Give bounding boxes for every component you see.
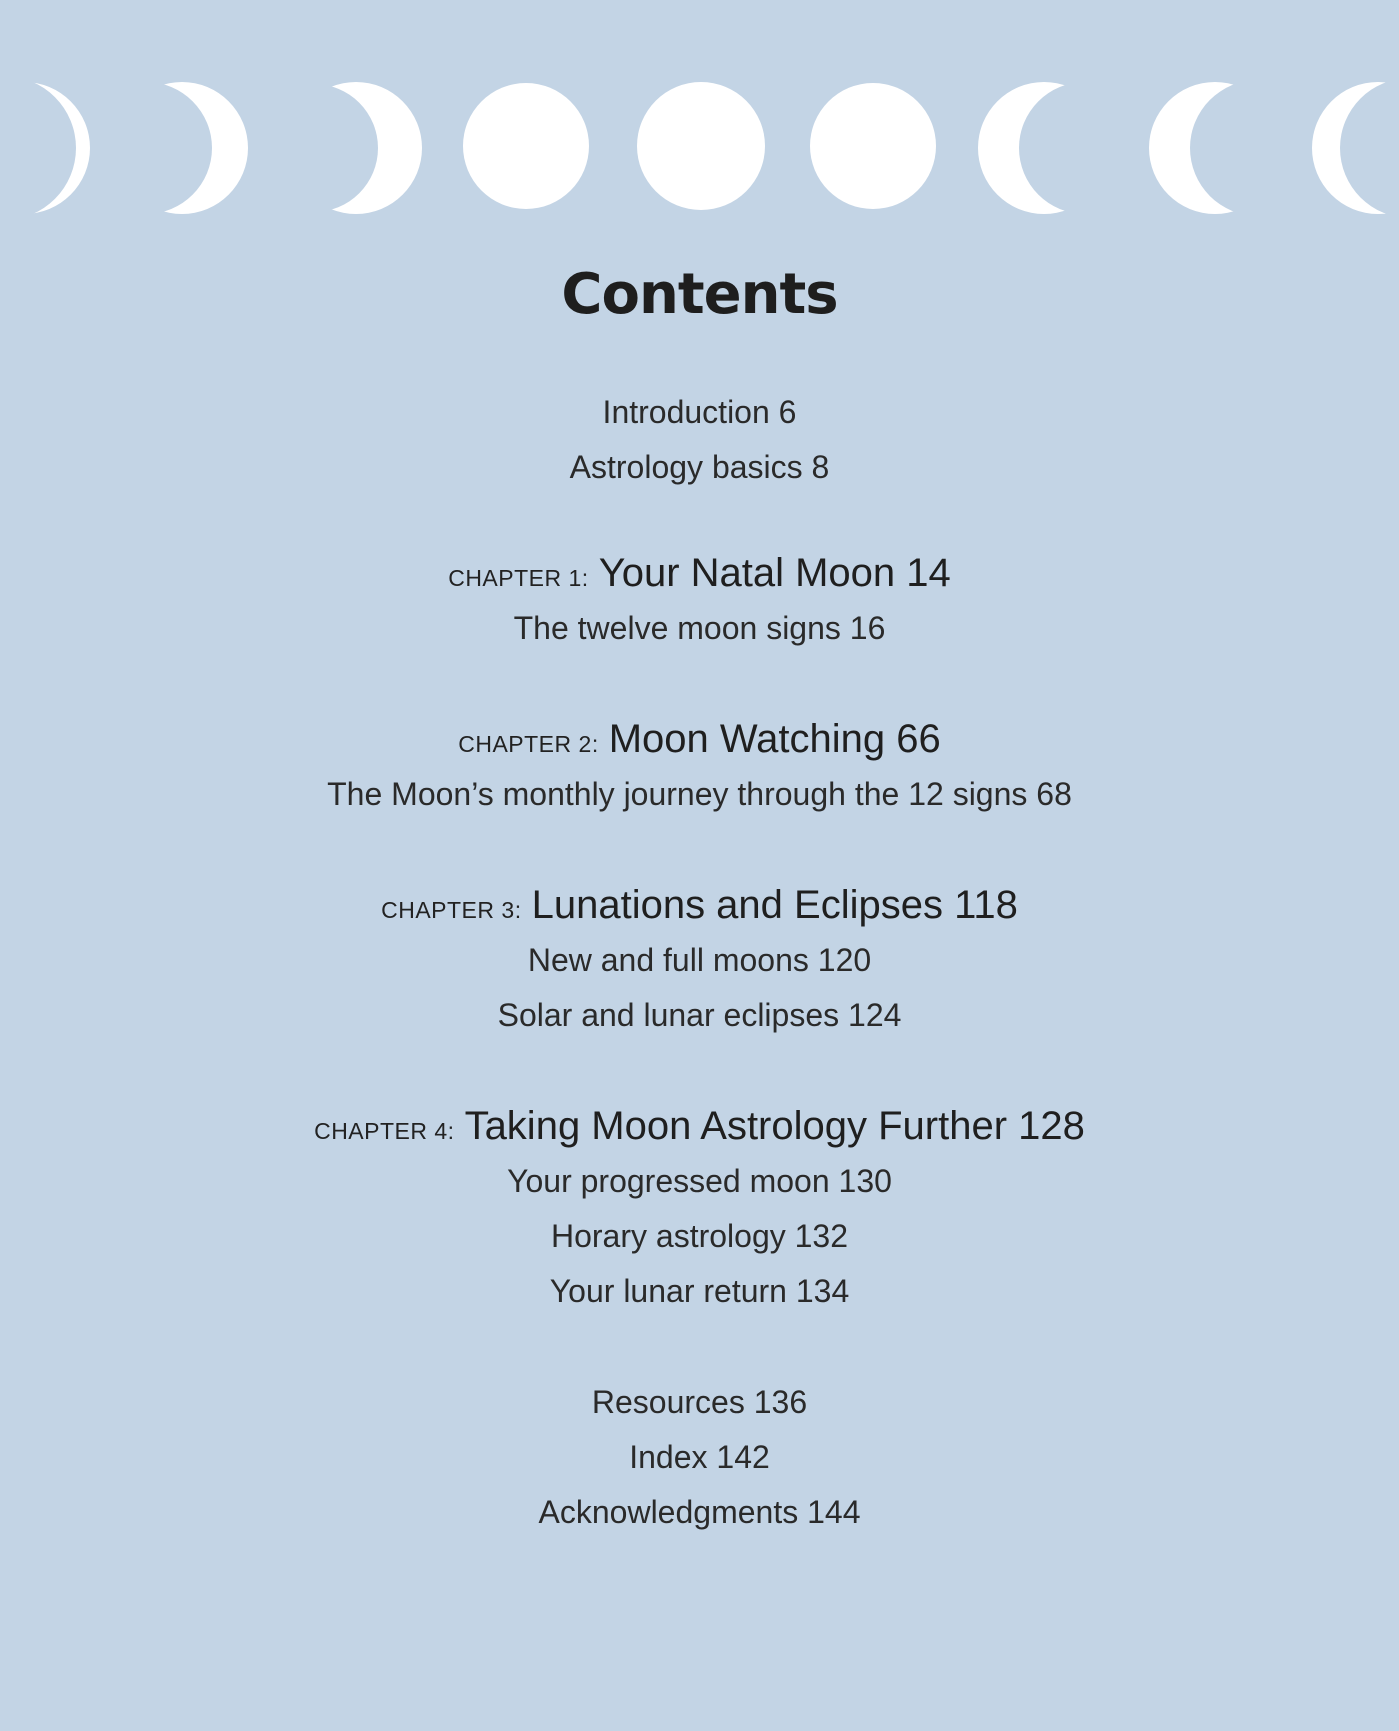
toc-entry-twelve-moon-signs[interactable]: The twelve moon signs 16	[513, 610, 886, 646]
full-moon-icon	[637, 82, 765, 210]
crescent-moon-icon	[978, 82, 1110, 214]
chapter-1-heading[interactable]	[0, 546, 1399, 601]
toc-entry-astrology-basics[interactable]: Astrology basics 8	[569, 449, 830, 485]
full-moon-icon	[810, 83, 936, 209]
toc-entry-new-and-full-moons[interactable]: New and full moons 120	[527, 942, 872, 978]
crescent-moon-icon	[1149, 82, 1281, 214]
toc-entry-introduction[interactable]: Introduction 6	[602, 394, 797, 430]
page-title: Contents	[561, 262, 838, 327]
toc-entry-monthly-journey[interactable]: The Moon’s monthly journey through the 12 signs 68	[327, 776, 1072, 812]
chapter-2-title: Moon Watching 66	[608, 717, 941, 761]
toc-entry-index[interactable]: Index 142	[629, 1439, 770, 1475]
chapter-4-heading[interactable]	[0, 1099, 1399, 1154]
chapter-1-title: Your Natal Moon 14	[598, 551, 951, 595]
toc-entry-lunar-return[interactable]: Your lunar return 134	[549, 1273, 850, 1309]
moon-phases-banner	[0, 60, 1399, 230]
waning-crescent-moon-icon	[0, 82, 90, 214]
toc-entry-eclipses[interactable]: Solar and lunar eclipses 124	[497, 997, 902, 1033]
chapter-1-label: CHAPTER 1:	[448, 565, 589, 591]
chapter-4-label: CHAPTER 4:	[314, 1118, 455, 1144]
full-moon-icon	[463, 83, 589, 209]
chapter-3-title: Lunations and Eclipses 118	[531, 883, 1018, 927]
crescent-moon-icon	[290, 82, 422, 214]
toc-entry-horary-astrology[interactable]: Horary astrology 132	[550, 1218, 849, 1254]
chapter-2-heading[interactable]	[0, 712, 1399, 767]
toc-entry-resources[interactable]: Resources 136	[591, 1384, 808, 1420]
chapter-3-heading[interactable]	[0, 878, 1399, 933]
toc-entry-acknowledgments[interactable]: Acknowledgments 144	[538, 1494, 861, 1530]
chapter-3-label: CHAPTER 3:	[381, 897, 522, 923]
chapter-4-title: Taking Moon Astrology Further 128	[464, 1104, 1085, 1148]
chapter-2-label: CHAPTER 2:	[458, 731, 599, 757]
waxing-crescent-moon-icon	[1312, 82, 1399, 214]
toc-entry-progressed-moon[interactable]: Your progressed moon 130	[507, 1163, 892, 1199]
table-of-contents	[0, 385, 1399, 1540]
crescent-moon-icon	[116, 82, 248, 214]
